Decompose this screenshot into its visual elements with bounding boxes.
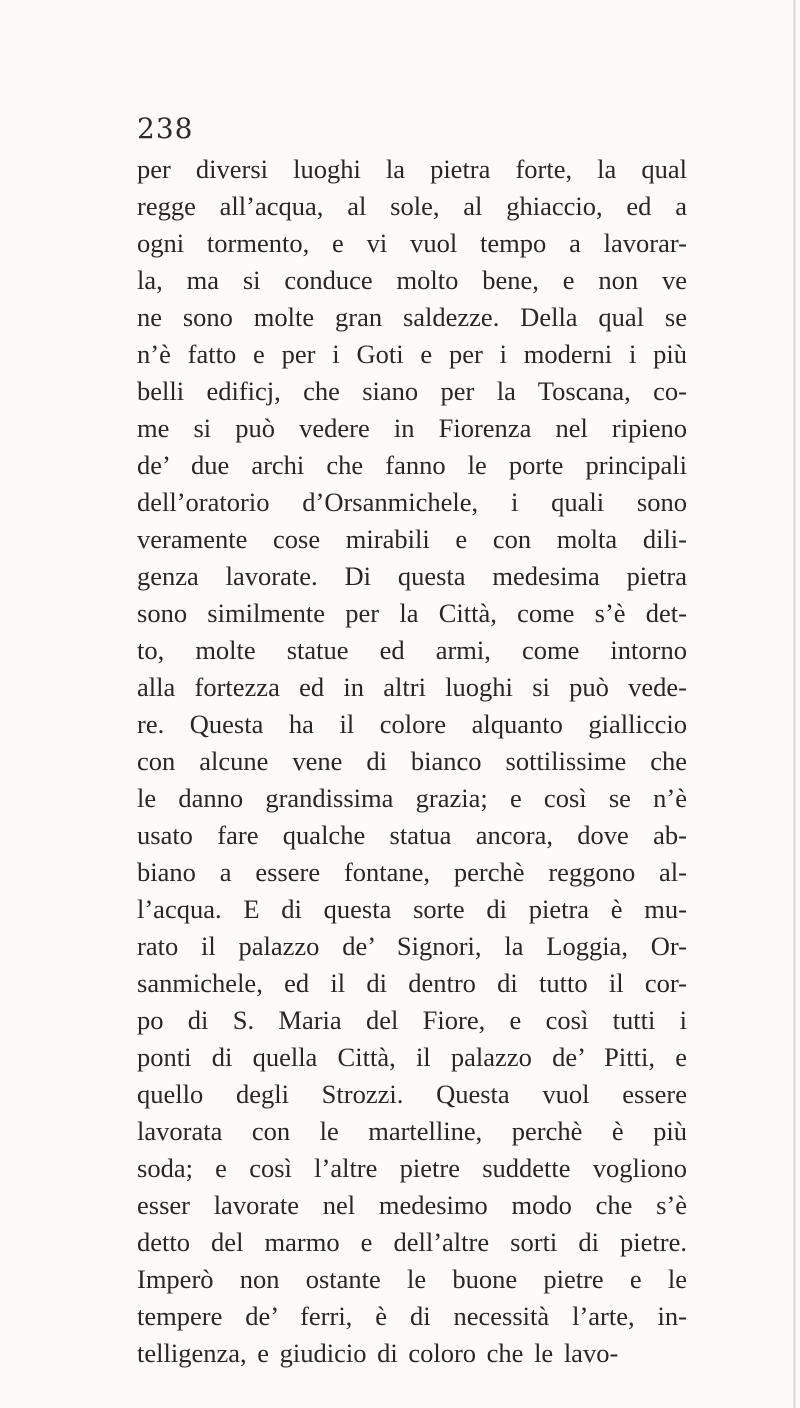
text-line: genza lavorate. Di questa medesima pietra (137, 561, 687, 591)
text-line: Imperò non ostante le buone pietre e le (137, 1264, 687, 1294)
text-line: la, ma si conduce molto bene, e non ve (137, 265, 687, 295)
text-line: n’è fatto e per i Goti e per i moderni i più (137, 339, 687, 369)
text-line: re. Questa ha il colore alquanto gialliccio (137, 709, 687, 739)
text-line: to, molte statue ed armi, come intorno (137, 635, 687, 665)
text-line: belli edificj, che siano per la Toscana, co- (137, 376, 687, 406)
text-line: telligenza, e giudicio di coloro che le lavo- (137, 1338, 619, 1368)
text-line: soda; e così l’altre pietre suddette vogliono (137, 1153, 687, 1183)
text-line: per diversi luoghi la pietra forte, la qual (137, 154, 687, 184)
text-line: rato il palazzo de’ Signori, la Loggia, Or- (137, 931, 687, 961)
text-line: sono similmente per la Città, come s’è det- (137, 598, 687, 628)
text-line: biano a essere fontane, perchè reggono al- (137, 857, 687, 887)
text-line: ogni tormento, e vi vuol tempo a lavorar- (137, 228, 687, 258)
page-edge-shadow (793, 0, 796, 1408)
text-line: detto del marmo e dell’altre sorti di pietre. (137, 1227, 687, 1257)
text-line: sanmichele, ed il di dentro di tutto il cor- (137, 968, 687, 998)
page-number: 238 (137, 112, 194, 145)
text-line: alla fortezza ed in altri luoghi si può vede- (137, 672, 687, 702)
text-line: lavorata con le martelline, perchè è più (137, 1116, 687, 1146)
text-line: me si può vedere in Fiorenza nel ripieno (137, 413, 687, 443)
text-line: ne sono molte gran saldezze. Della qual se (137, 302, 687, 332)
text-line: de’ due archi che fanno le porte principali (137, 450, 687, 480)
body-text (137, 151, 687, 1372)
text-line: po di S. Maria del Fiore, e così tutti i (137, 1005, 687, 1035)
text-line: dell’oratorio d’Orsanmichele, i quali sono (137, 487, 687, 517)
text-line: l’acqua. E di questa sorte di pietra è mu- (137, 894, 687, 924)
text-line: veramente cose mirabili e con molta dili- (137, 524, 687, 554)
text-line: quello degli Strozzi. Questa vuol essere (137, 1079, 687, 1109)
text-line: con alcune vene di bianco sottilissime che (137, 746, 687, 776)
text-line: ponti di quella Città, il palazzo de’ Pitti, e (137, 1042, 687, 1072)
text-line: esser lavorate nel medesimo modo che s’è (137, 1190, 687, 1220)
text-line: regge all’acqua, al sole, al ghiaccio, ed a (137, 191, 687, 221)
text-line: tempere de’ ferri, è di necessità l’arte, in- (137, 1301, 687, 1331)
text-line: le danno grandissima grazia; e così se n’è (137, 783, 687, 813)
text-line: usato fare qualche statua ancora, dove ab- (137, 820, 687, 850)
